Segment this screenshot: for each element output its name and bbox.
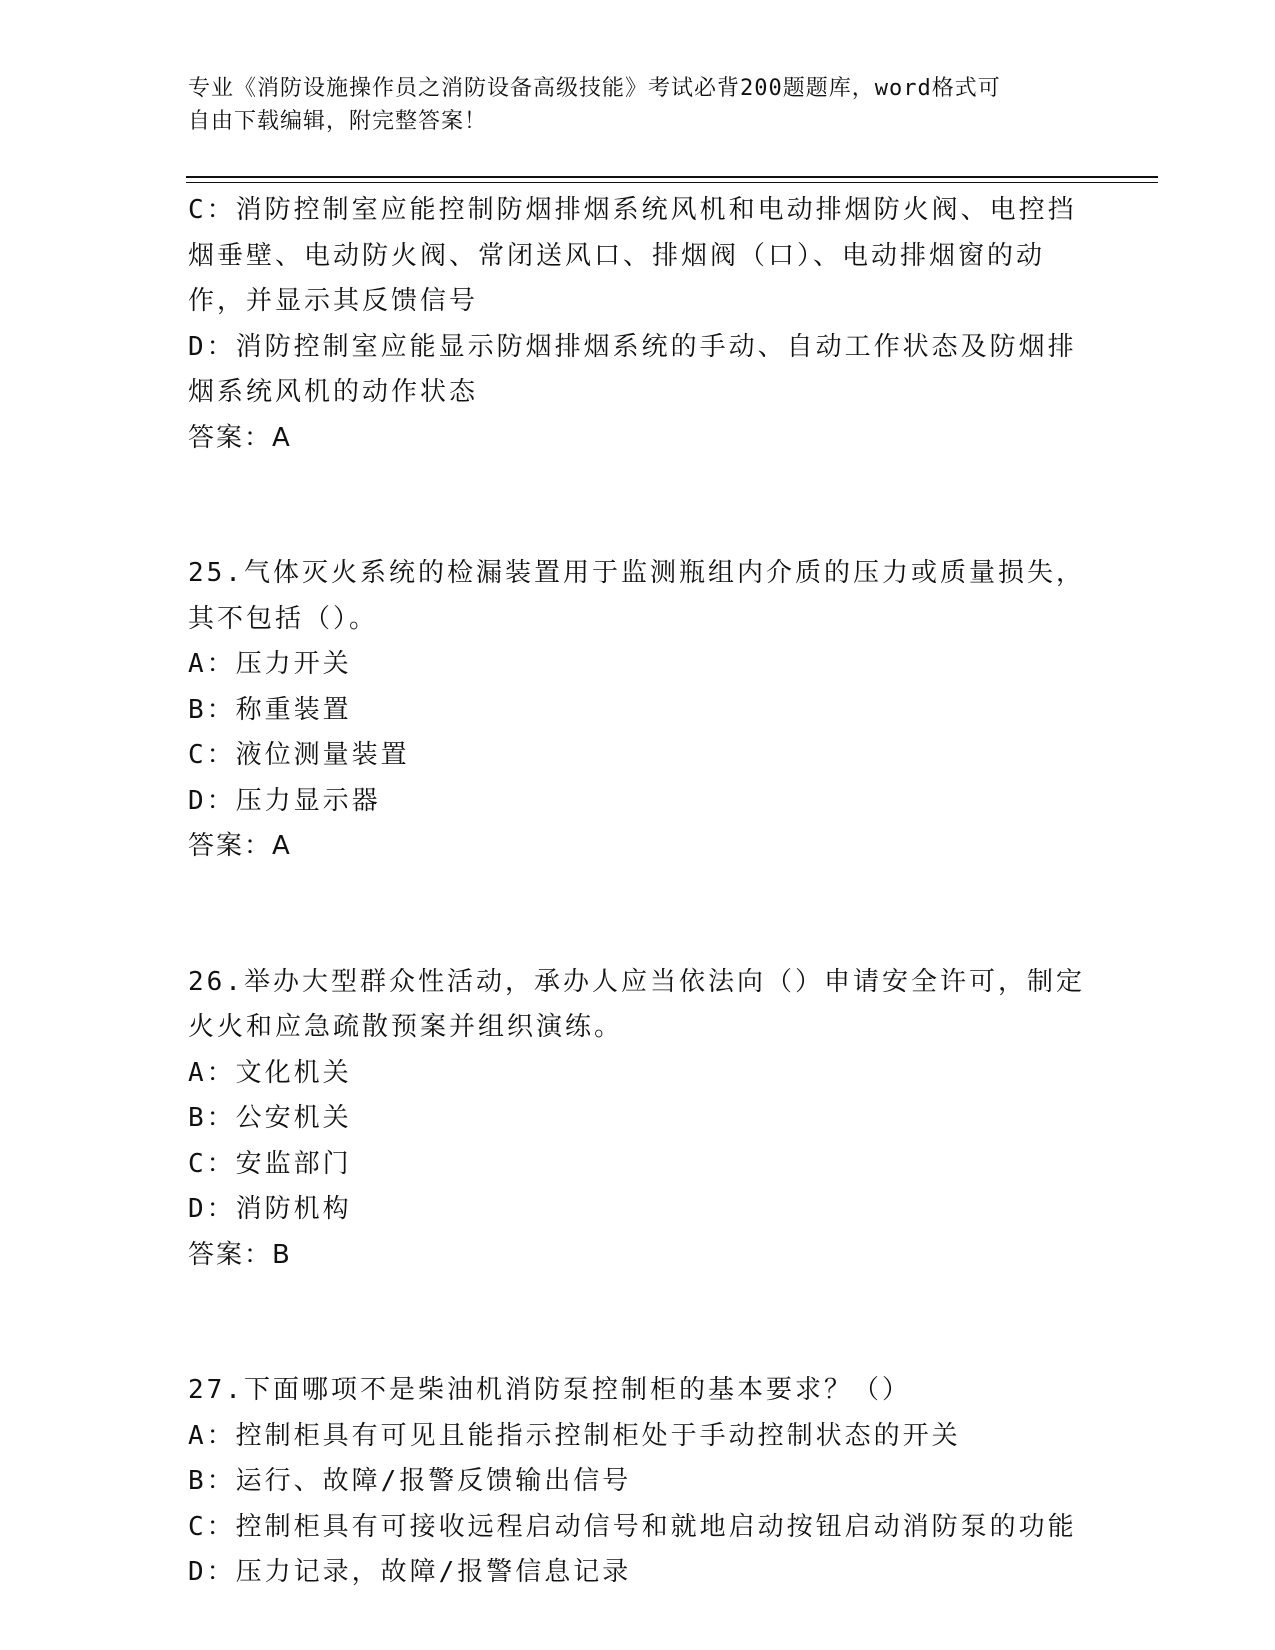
option-c-line-2: 烟垂壁、电动防火阀、常闭送风口、排烟阀（口）、电动排烟窗的动 xyxy=(188,240,1046,271)
answer-line: 答案：A xyxy=(188,422,292,453)
option-c-line-1: C：消防控制室应能控制防烟排烟系统风机和电动排烟防火阀、电控挡 xyxy=(188,195,1077,225)
option-c-line-3: 作，并显示其反馈信号 xyxy=(188,286,479,316)
question-26-block xyxy=(188,960,1088,1279)
option-d-line-2: 烟系统风机的动作状态 xyxy=(188,377,479,407)
question-stem-line-2: 其不包括（）。 xyxy=(188,603,379,634)
option-b: B：称重装置 xyxy=(188,694,352,725)
option-d: D：消防机构 xyxy=(188,1194,352,1224)
option-c: C：安监部门 xyxy=(188,1148,352,1179)
question-stem-line-1: 25.气体灭火系统的检漏装置用于监测瓶组内介质的压力或质量损失， xyxy=(188,558,1085,588)
question-stem-line-2: 火火和应急疏散预案并组织演练。 xyxy=(188,1012,624,1042)
header-line-1: 专业《消防设施操作员之消防设备高级技能》考试必背200题题库，word格式可 xyxy=(188,76,1001,101)
option-d-line-1: D：消防控制室应能显示防烟排烟系统的手动、自动工作状态及防烟排 xyxy=(188,331,1077,362)
question-content xyxy=(188,188,1088,1596)
question-27-block xyxy=(188,1368,1088,1596)
prev-question-block xyxy=(188,188,1088,461)
answer-line: 答案：B xyxy=(188,1239,292,1270)
option-a: A：控制柜具有可见且能指示控制柜处于手动控制状态的开关 xyxy=(188,1420,961,1451)
option-c: C：控制柜具有可接收远程启动信号和就地启动按钮启动消防泵的功能 xyxy=(188,1511,1077,1542)
header-line-2: 自由下载编辑，附完整答案！ xyxy=(188,109,488,134)
question-stem-line-1: 26.举办大型群众性活动，承办人应当依法向（）申请安全许可，制定 xyxy=(188,966,1085,997)
option-a: A：文化机关 xyxy=(188,1057,352,1088)
option-a: A：压力开关 xyxy=(188,649,352,679)
option-d: D：压力显示器 xyxy=(188,785,381,816)
question-stem-line-1: 27.下面哪项不是柴油机消防泵控制柜的基本要求？（） xyxy=(188,1375,911,1405)
document-header xyxy=(188,72,1068,138)
option-b: B：公安机关 xyxy=(188,1103,352,1133)
option-b: B：运行、故障/报警反馈输出信号 xyxy=(188,1466,632,1496)
answer-line: 答案：A xyxy=(188,831,292,861)
header-rule-thin xyxy=(186,182,1158,183)
option-d: D：压力记录，故障/报警信息记录 xyxy=(188,1557,632,1587)
header-rule-thick xyxy=(186,176,1158,178)
option-c: C：液位测量装置 xyxy=(188,740,410,770)
question-25-block xyxy=(188,551,1088,870)
